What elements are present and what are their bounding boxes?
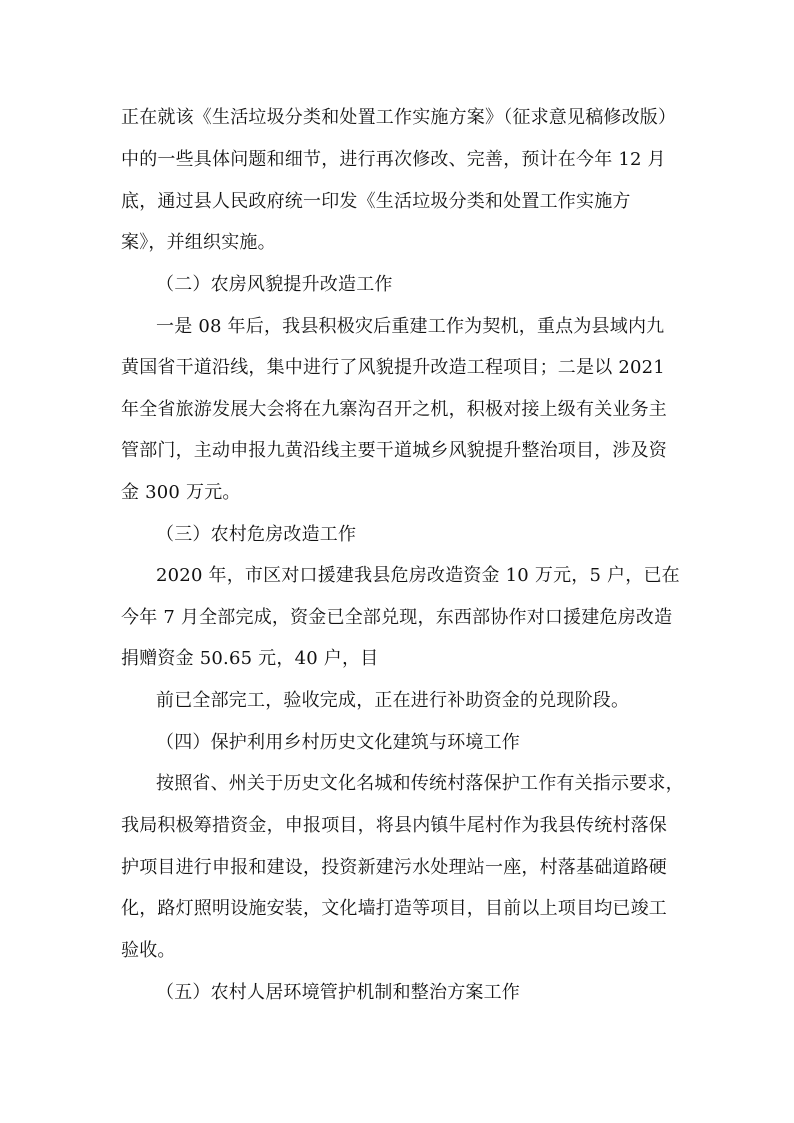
paragraph-line: 护项目进行申报和建设，投资新建污水处理站一座，村落基础道路硬 [121,857,667,878]
paragraph-line: 前已全部完工，验收完成，正在进行补助资金的兑现阶段。 [156,690,630,711]
paragraph-line: 正在就该《生活垃圾分类和处置工作实施方案》（征求意见稿修改版） [121,107,677,128]
paragraph-line: 中的一些具体问题和细节，进行再次修改、完善，预计在今年 12 月 [121,149,666,170]
paragraph-line: 黄国省干道沿线，集中进行了风貌提升改造工程项目；二是以 2021 [121,357,665,378]
paragraph-line: 管部门，主动申报九黄沿线主要干道城乡风貌提升整治项目，涉及资 [121,440,667,461]
paragraph-line: 按照省、州关于历史文化名城和传统村落保护工作有关指示要求， [156,773,684,794]
section-heading: （五）农村人居环境管护机制和整治方案工作 [156,982,520,1003]
paragraph-line: 底，通过县人民政府统一印发《生活垃圾分类和处置工作实施方 [121,191,631,212]
paragraph-line: 2020 年，市区对口援建我县危房改造资金 10 万元，5 户，已在 [156,565,680,586]
paragraph-line: 年全省旅游发展大会将在九寨沟召开之机，积极对接上级有关业务主 [121,399,667,420]
section-heading: （三）农村危房改造工作 [156,524,357,545]
paragraph-line: 案》，并组织实施。 [121,232,276,253]
paragraph-line: 一是 08 年后，我县积极灾后重建工作为契机，重点为县域内九 [156,316,665,337]
section-heading: （二）农房风貌提升改造工作 [156,274,393,295]
paragraph-line: 我局积极筹措资金，申报项目，将县内镇牛尾村作为我县传统村落保 [121,815,667,836]
paragraph-line: 捐赠资金 50.65 元，40 户，目 [121,648,379,669]
paragraph-line: 今年 7 月全部完成，资金已全部兑现，东西部协作对口援建危房改造 [121,607,673,628]
section-heading: （四）保护利用乡村历史文化建筑与环境工作 [156,732,520,753]
paragraph-line: 验收。 [121,940,176,961]
paragraph-line: 化，路灯照明设施安装，文化墙打造等项目，目前以上项目均已竣工 [121,898,667,919]
paragraph-line: 金 300 万元。 [121,482,241,503]
